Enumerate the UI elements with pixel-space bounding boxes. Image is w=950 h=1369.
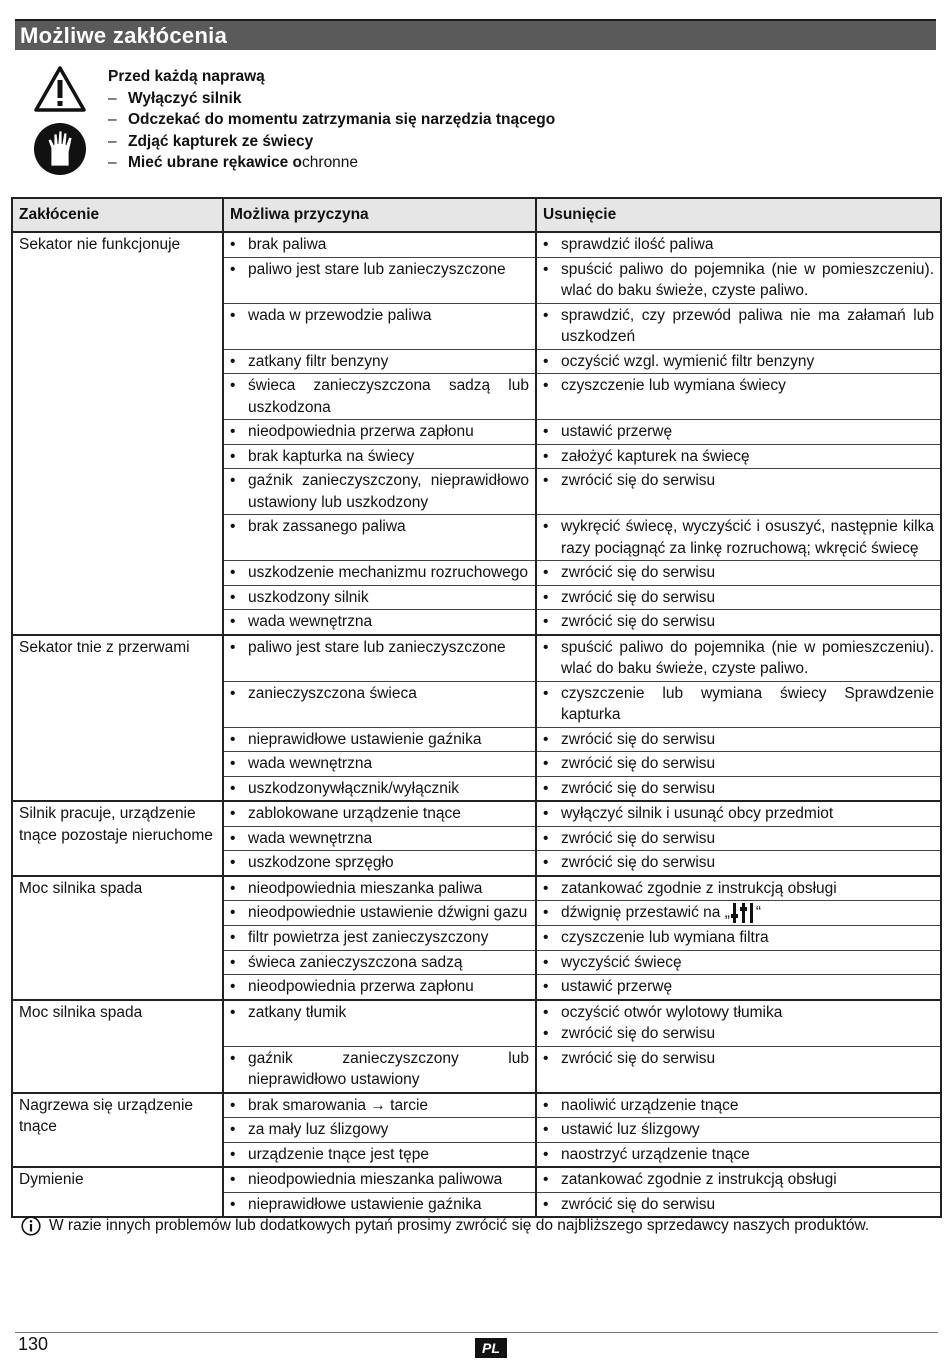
header-cause: Możliwa przyczyna: [223, 198, 536, 232]
cause-cell: [223, 1142, 536, 1167]
remedy-cell: [536, 349, 941, 374]
cause-item: • paliwo jest stare lub zanieczyszczone: [230, 637, 529, 659]
remedy-item: • naostrzyć urządzenie tnące: [543, 1144, 934, 1166]
header-fault: Zakłócenie: [12, 198, 223, 232]
cause-item: • zatkany filtr benzyny: [230, 351, 529, 373]
cause-cell: [223, 1000, 536, 1047]
cause-cell: [223, 681, 536, 727]
safety-heading: Przed każdą naprawą: [108, 68, 265, 85]
remedy-item: • wykręcić świecę, wyczyścić i osuszyć, następnie kilka razy pociągnąć za linkę rozruchową; wkręcić świecę: [543, 516, 934, 559]
table-header-row: [12, 198, 941, 232]
remedy-item: • zwrócić się do serwisu: [543, 852, 934, 874]
remedy-item: • zwrócić się do serwisu: [543, 470, 934, 492]
remedy-cell: [536, 1046, 941, 1093]
cause-item: • urządzenie tnące jest tępe: [230, 1144, 529, 1166]
cause-item: • gaźnik zanieczyszczony lub nieprawidłowo ustawiony: [230, 1048, 529, 1091]
cause-cell: [223, 232, 536, 257]
footer-divider: [15, 1332, 938, 1333]
cause-item: • wada wewnętrzna: [230, 828, 529, 850]
cause-item: • zablokowane urządzenie tnące: [230, 803, 529, 825]
remedy-item: • zwrócić się do serwisu: [543, 729, 934, 751]
cause-cell: [223, 349, 536, 374]
safety-instructions: [108, 66, 555, 174]
remedy-cell: [536, 801, 941, 826]
section-title-bar: [15, 19, 936, 50]
remedy-cell: [536, 585, 941, 610]
cause-cell: [223, 826, 536, 851]
cause-cell: [223, 257, 536, 303]
cause-item: • brak paliwa: [230, 234, 529, 256]
cause-item: • wada wewnętrzna: [230, 611, 529, 633]
remedy-cell: [536, 681, 941, 727]
cause-cell: [223, 752, 536, 777]
remedy-cell: [536, 975, 941, 1000]
cause-cell: [223, 374, 536, 420]
remedy-item: • spuścić paliwo do pojemnika (nie w pomieszczeniu). wlać do baku świeże, czyste paliwo.: [543, 259, 934, 302]
cause-cell: [223, 950, 536, 975]
remedy-cell: [536, 374, 941, 420]
remedy-cell: [536, 752, 941, 777]
cause-cell: [223, 926, 536, 951]
cause-item: • nieodpowiednia przerwa zapłonu: [230, 976, 529, 998]
cause-cell: [223, 1192, 536, 1217]
cause-cell: [223, 469, 536, 515]
remedy-item: • założyć kapturek na świecę: [543, 446, 934, 468]
remedy-item: • zatankować zgodnie z instrukcją obsługi: [543, 1169, 934, 1191]
cause-item: • wada w przewodzie paliwa: [230, 305, 529, 327]
table-row: [12, 1000, 941, 1047]
warning-triangle-icon: [34, 66, 86, 112]
remedy-cell: [536, 727, 941, 752]
table-row: [12, 232, 941, 257]
cause-item: • wada wewnętrzna: [230, 753, 529, 775]
remedy-cell: [536, 1093, 941, 1118]
page-number: 130: [18, 1334, 49, 1354]
remedy-cell: [536, 950, 941, 975]
cause-item: • nieodpowiednia przerwa zapłonu: [230, 421, 529, 443]
remedy-item: • czyszczenie lub wymiana świecy Sprawdzenie kapturka: [543, 683, 934, 726]
remedy-item: • czyszczenie lub wymiana filtra: [543, 927, 934, 949]
remedy-cell: [536, 1192, 941, 1217]
safety-item-bold: Mieć ubrane rękawice o: [128, 154, 303, 171]
cause-cell: [223, 776, 536, 801]
cause-cell: [223, 303, 536, 349]
cause-cell: [223, 561, 536, 586]
header-remedy: Usunięcie: [536, 198, 941, 232]
cause-item: • paliwo jest stare lub zanieczyszczone: [230, 259, 529, 281]
info-icon: [21, 1216, 41, 1236]
cause-item: • uszkodzony silnik: [230, 587, 529, 609]
safety-item: [108, 152, 555, 174]
safety-item: – Zdjąć kapturek ze świecy: [108, 131, 555, 153]
language-badge: PL: [475, 1338, 507, 1358]
remedy-cell: [536, 1142, 941, 1167]
fault-cell: Sekator tnie z przerwami: [12, 635, 223, 802]
remedy-item: • zwrócić się do serwisu: [543, 1023, 934, 1045]
cause-cell: [223, 727, 536, 752]
cause-cell: [223, 610, 536, 635]
cause-item: • uszkodzenie mechanizmu rozruchowego: [230, 562, 529, 584]
cause-cell: [223, 1167, 536, 1192]
remedy-item: [543, 902, 934, 924]
remedy-cell: [536, 876, 941, 901]
troubleshooting-table: [11, 197, 942, 1218]
safety-item: – Wyłączyć silnik: [108, 88, 555, 110]
fault-cell: Silnik pracuje, urządzenie tnące pozostaje nieruchome: [12, 801, 223, 876]
fault-cell: Dymienie: [12, 1167, 223, 1217]
remedy-item: • zatankować zgodnie z instrukcją obsługi: [543, 878, 934, 900]
remedy-item: • oczyścić otwór wylotowy tłumika: [543, 1002, 934, 1024]
cause-cell: [223, 515, 536, 561]
remedy-item: • czyszczenie lub wymiana świecy: [543, 375, 934, 397]
cause-cell: [223, 901, 536, 926]
cause-item: • zanieczyszczona świeca: [230, 683, 529, 705]
remedy-item: • ustawić przerwę: [543, 421, 934, 443]
cause-item: • uszkodzonywłącznik/wyłącznik: [230, 778, 529, 800]
remedy-item: • zwrócić się do serwisu: [543, 562, 934, 584]
table-row: [12, 801, 941, 826]
remedy-cell: [536, 1167, 941, 1192]
remedy-item: • wyczyścić świecę: [543, 952, 934, 974]
remedy-item: • ustawić luz ślizgowy: [543, 1119, 934, 1141]
remedy-cell: [536, 1000, 941, 1047]
remedy-cell: [536, 469, 941, 515]
cause-cell: [223, 585, 536, 610]
cause-cell: [223, 1046, 536, 1093]
safety-item: – Odczekać do momentu zatrzymania się narzędzia tnącego: [108, 109, 555, 131]
remedy-cell: [536, 926, 941, 951]
cause-item: • gaźnik zanieczyszczony, nieprawidłowo ustawiony lub uszkodzony: [230, 470, 529, 513]
cause-item: • brak kapturka na świecy: [230, 446, 529, 468]
cause-cell: [223, 851, 536, 876]
remedy-item: • zwrócić się do serwisu: [543, 778, 934, 800]
cause-cell: [223, 801, 536, 826]
throttle-lever-icon: [730, 902, 756, 924]
info-note-text: W razie innych problemów lub dodatkowych pytań prosimy zwrócić się do najbliższego sprzedawcy naszych produktów.: [49, 1217, 870, 1234]
remedy-item: • sprawdzić, czy przewód paliwa nie ma załamań lub uszkodzeń: [543, 305, 934, 348]
cause-item: • świeca zanieczyszczona sadzą lub uszkodzona: [230, 375, 529, 418]
cause-item: • nieodpowiednia mieszanka paliwa: [230, 878, 529, 900]
remedy-item: • naoliwić urządzenie tnące: [543, 1095, 934, 1117]
table-row: [12, 635, 941, 682]
cause-item: • zatkany tłumik: [230, 1002, 529, 1024]
safety-item-rest: chronne: [302, 154, 359, 171]
cause-item: • brak zassanego paliwa: [230, 516, 529, 538]
remedy-cell: [536, 776, 941, 801]
cause-cell: [223, 975, 536, 1000]
cause-cell: [223, 420, 536, 445]
remedy-cell: [536, 610, 941, 635]
fault-cell: Moc silnika spada: [12, 1000, 223, 1093]
remedy-item: • sprawdzić ilość paliwa: [543, 234, 934, 256]
cause-item: • za mały luz ślizgowy: [230, 1119, 529, 1141]
remedy-item: • zwrócić się do serwisu: [543, 611, 934, 633]
cause-cell: [223, 876, 536, 901]
cause-cell: [223, 1093, 536, 1118]
fault-cell: Nagrzewa się urządzenie tnące: [12, 1093, 223, 1168]
cause-item: • uszkodzone sprzęgło: [230, 852, 529, 874]
cause-cell: [223, 444, 536, 469]
remedy-item: • spuścić paliwo do pojemnika (nie w pomieszczeniu). wlać do baku świeże, czyste paliwo.: [543, 637, 934, 680]
cause-item: • brak smarowania → tarcie: [230, 1095, 529, 1117]
remedy-cell: [536, 420, 941, 445]
remedy-cell: [536, 257, 941, 303]
remedy-cell: [536, 303, 941, 349]
cause-item: • nieprawidłowe ustawienie gaźnika: [230, 729, 529, 751]
remedy-item: • zwrócić się do serwisu: [543, 828, 934, 850]
remedy-cell: [536, 561, 941, 586]
remedy-item-text: “: [755, 904, 762, 922]
cause-item: • filtr powietrza jest zanieczyszczony: [230, 927, 529, 949]
cause-cell: [223, 1118, 536, 1143]
remedy-cell: [536, 635, 941, 682]
remedy-item: • zwrócić się do serwisu: [543, 587, 934, 609]
table-row: [12, 1167, 941, 1192]
remedy-item: • zwrócić się do serwisu: [543, 1048, 934, 1070]
remedy-cell: [536, 1118, 941, 1143]
info-note: [21, 1215, 869, 1237]
cause-item: • nieodpowiednia mieszanka paliwowa: [230, 1169, 529, 1191]
remedy-cell: [536, 826, 941, 851]
protective-glove-icon: [33, 122, 87, 176]
table-row: [12, 1093, 941, 1118]
cause-item: • nieprawidłowe ustawienie gaźnika: [230, 1194, 529, 1216]
table-row: [12, 876, 941, 901]
remedy-item: • zwrócić się do serwisu: [543, 753, 934, 775]
remedy-cell: [536, 851, 941, 876]
remedy-item-text: dźwignię przestawić na „: [561, 904, 730, 922]
remedy-cell: [536, 444, 941, 469]
remedy-item: • ustawić przerwę: [543, 976, 934, 998]
cause-item: • nieodpowiednie ustawienie dźwigni gazu: [230, 902, 529, 924]
remedy-cell: [536, 901, 941, 926]
remedy-cell: [536, 232, 941, 257]
remedy-item: • zwrócić się do serwisu: [543, 1194, 934, 1216]
section-title: Możliwe zakłócenia: [20, 23, 228, 48]
cause-item: • świeca zanieczyszczona sadzą: [230, 952, 529, 974]
remedy-item: • oczyścić wzgl. wymienić filtr benzyny: [543, 351, 934, 373]
cause-cell: [223, 635, 536, 682]
fault-cell: Sekator nie funkcjonuje: [12, 232, 223, 635]
fault-cell: Moc silnika spada: [12, 876, 223, 1000]
remedy-cell: [536, 515, 941, 561]
remedy-item: • wyłączyć silnik i usunąć obcy przedmiot: [543, 803, 934, 825]
